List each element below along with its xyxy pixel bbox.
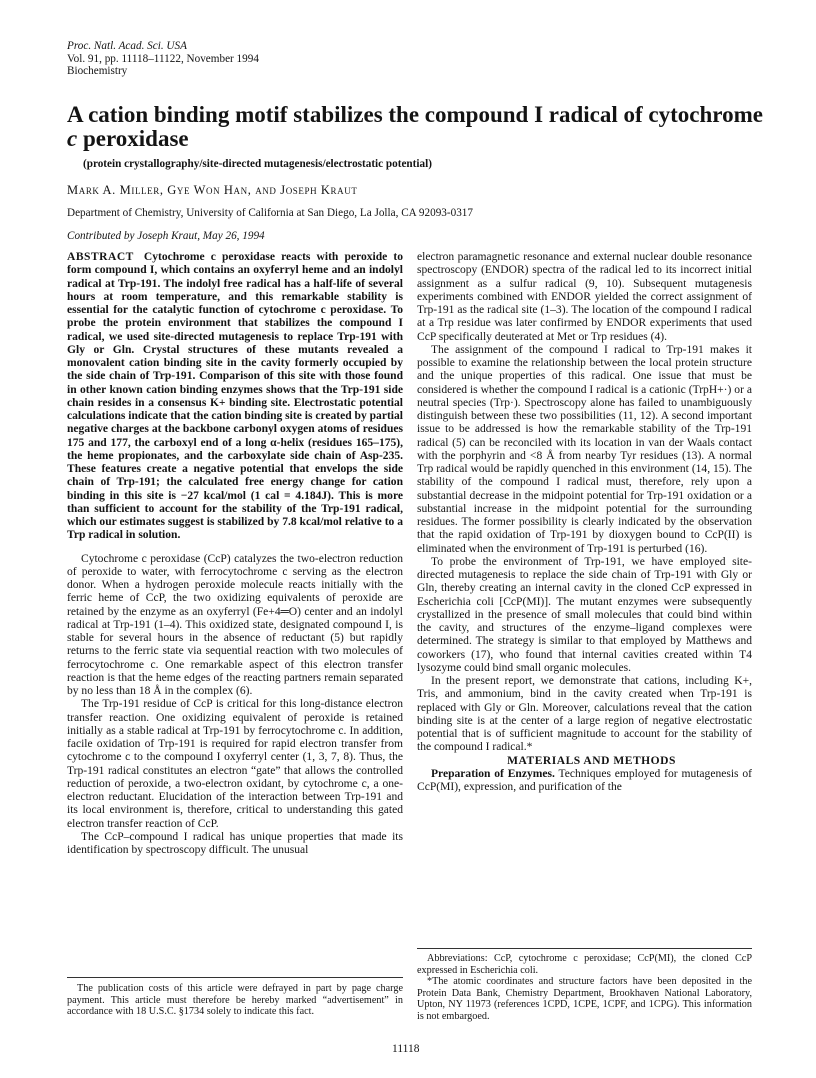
abstract-label: ABSTRACT: [67, 251, 134, 263]
publication-cost-note: The publication costs of this article were defrayed in part by page charge payment. This article must therefore be hereby marked “advertisement” in accordance with 18 U.S.C. §1734 solely to indicate this fact.: [67, 983, 403, 1018]
page-number: 11118: [392, 1043, 420, 1055]
methods-text: Techniques employed for mutagenesis of CcP(MI), expression, and purification of the: [417, 767, 752, 793]
methods-paragraph: [417, 768, 752, 795]
affiliation: Department of Chemistry, University of California at San Diego, La Jolla, CA 92093-0317: [67, 207, 473, 219]
right-footnotes: [417, 953, 752, 1023]
journal-section: Biochemistry: [67, 65, 128, 77]
body-paragraph: Cytochrome c peroxidase (CcP) catalyzes the two-electron reduction of peroxide to water, with ferrocytochrome c serving as the electron donor. When a hydrogen peroxide molecule reacts initially with the ferric heme of CcP, the two oxidizing equivalents of peroxide are retained by the enzyme as an oxyferryl (Fe+4═O) center and an indolyl radical at Trp-191 (1–4). This oxidized state, designated compound I, is stable for several hours in the absence of reductant (5) but rapidly returns to the ferric state via sequential reaction with two molecules of ferrocytochrome c. One remarkable aspect of this electron transfer reaction is that the heme edges of the reacting partners remain separated by no less than 18 Å in the complex (6).: [67, 552, 403, 697]
keywords: (protein crystallography/site-directed mutagenesis/electrostatic potential): [83, 158, 432, 170]
title-part2: peroxidase: [77, 126, 189, 151]
journal-citation: Vol. 91, pp. 11118–11122, November 1994: [67, 52, 259, 65]
methods-runin-heading: Preparation of Enzymes.: [431, 767, 555, 780]
body-paragraph: The assignment of the compound I radical to Trp-191 makes it possible to examine the relationship between the local protein structure and the unique properties of this radical. One issue that must be considered is whether the compound I radical is a cationic (TrpH+·) or a neutral species (Trp·). Spectroscopy alone has failed to unambiguously distinguish between these two possibilities (11, 12). A second important issue to be addressed is how the remarkable stability of the Trp-191 radical (5) can be reconciled with its location in van der Waals contact with the porphyrin and <8 Å from nearby Tyr residues (13). A normal Trp radical would be rapidly quenched in this environment (14, 15). The stability of the compound I radical must, therefore, rely upon a substantial decrease in the midpoint potential for Trp-191 oxidation or a substantial increase in the midpoint potential for the surrounding residues. The former possibility is clearly indicated by the observation that the rapid oxidation of Trp-191 by dioxygen bound to CcP(II) is eliminated when the environment of Trp-191 is perturbed (16).: [417, 343, 752, 555]
abbreviations-note: Abbreviations: CcP, cytochrome c peroxidase; CcP(MI), the cloned CcP expressed in Escherichia coli.: [417, 953, 752, 976]
journal-header: [67, 40, 259, 78]
body-paragraph: To probe the environment of Trp-191, we have employed site-directed mutagenesis to replace the side chain of Trp-191 with Gly or Gln, thereby creating an internal cavity in the cloned CcP expressed in Escherichia coli [CcP(MI)]. The mutant enzymes were subsequently crystallized in the presence of small molecules that could bind within the cavity, and structures of the enzyme–ligand complexes were determined. The strategy is similar to that employed by Matthews and coworkers (17), who found that internal cavities created within T4 lysozyme could bind small organic molecules.: [417, 555, 752, 674]
contributed-by: Contributed by Joseph Kraut, May 26, 1994: [67, 230, 265, 242]
journal-name: Proc. Natl. Acad. Sci. USA: [67, 40, 187, 52]
abstract-text: Cytochrome c peroxidase reacts with peroxide to form compound I, which contains an oxyferryl heme and an indolyl radical at Trp-191. The indolyl free radical has a half-life of several hours at room temperature, and this remarkable stability is essential for the catalytic function of cytochrome c peroxidase. To probe the protein environment that stabilizes the compound I radical, we used site-directed mutagenesis to replace Trp-191 with Gly or Gln. Crystal structures of these mutants revealed a monovalent cation binding site in the cavity formerly occupied by the side chain of Trp-191. Comparison of this site with those found in other known cation binding enzymes shows that the Trp-191 side chain resides in a consensus K+ binding site. Electrostatic potential calculations indicate that the cation binding site is created by partial negative charges at the backbone carbonyl oxygen atoms of residues 175 and 177, the carboxyl end of a long α-helix (residues 165–175), the heme propionates, and the carboxylate side chain of Asp-235. These features create a negative potential that envelops the side chain of Trp-191; the calculated free energy change for cation binding in this site is −27 kcal/mol (1 cal = 4.184J). This is more than sufficient to account for the stability of the Trp-191 radical, which our estimates suggest is stabilized by 7.8 kcal/mol relative to a Trp radical in solution.: [67, 251, 403, 542]
title-part1: A cation binding motif stabilizes the compound I radical of cytochrome: [67, 102, 763, 127]
authors: Mark A. Miller, Gye Won Han, and Joseph Kraut: [67, 183, 358, 197]
left-footnote: [67, 983, 403, 1018]
left-column: [67, 251, 403, 857]
section-heading: MATERIALS AND METHODS: [507, 754, 676, 767]
article-title: [67, 103, 767, 151]
title-italic: c: [67, 126, 78, 151]
footnote-divider: [67, 977, 403, 978]
pdb-deposit-note: *The atomic coordinates and structure factors have been deposited in the Protein Data Bank, Chemistry Department, Brookhaven National Laboratory, Upton, NY 11973 (references 1CPD, 1CPE, 1CPF, and 1CPG). This information is not embargoed.: [417, 976, 752, 1022]
body-paragraph: The Trp-191 residue of CcP is critical for this long-distance electron transfer reaction. One oxidizing equivalent of peroxide is retained initially as a stable radical at Trp-191 by ferrocytochrome c. In addition, facile oxidation of Trp-191 is required for rapid electron transfer from cytochrome c to the compound I oxyferryl center (1, 3, 7, 8). Thus, the Trp-191 radical constitutes an electron “gate” that allows the controlled reduction of peroxide, a two-electron oxidant, by cytochrome c, a one-electron reductant. Elucidation of the interaction between Trp-191 and its local environment is, therefore, critical to understanding this gated electron transfer reaction of CcP.: [67, 698, 403, 830]
body-paragraph: In the present report, we demonstrate that cations, including K+, Tris, and ammonium, bind in the cavity created when Trp-191 is replaced with Gly or Gln. Moreover, calculations reveal that the cation binding site is at the center of a large region of negative electrostatic potential that is of sufficient magnitude to account for the stability of the compound I radical.*: [417, 675, 752, 754]
body-paragraph: electron paramagnetic resonance and external nuclear double resonance spectroscopy (ENDOR) spectra of the radical led to its incorrect initial assignment as a sulfur radical (9, 10). Subsequent mutagenesis experiments combined with ENDOR yielded the correct assignment of Trp-191 as the radical site (1–3). The location of the compound I radical at a Trp residue was later confirmed by ENDOR experiments that used CcP specifically deuterated at Met or Trp residues (4).: [417, 251, 752, 343]
abstract: [67, 251, 403, 543]
footnote-divider: [417, 948, 752, 949]
body-paragraph: The CcP–compound I radical has unique properties that made its identification by spectroscopy difficult. The unusual: [67, 830, 403, 856]
right-column: [417, 251, 752, 794]
